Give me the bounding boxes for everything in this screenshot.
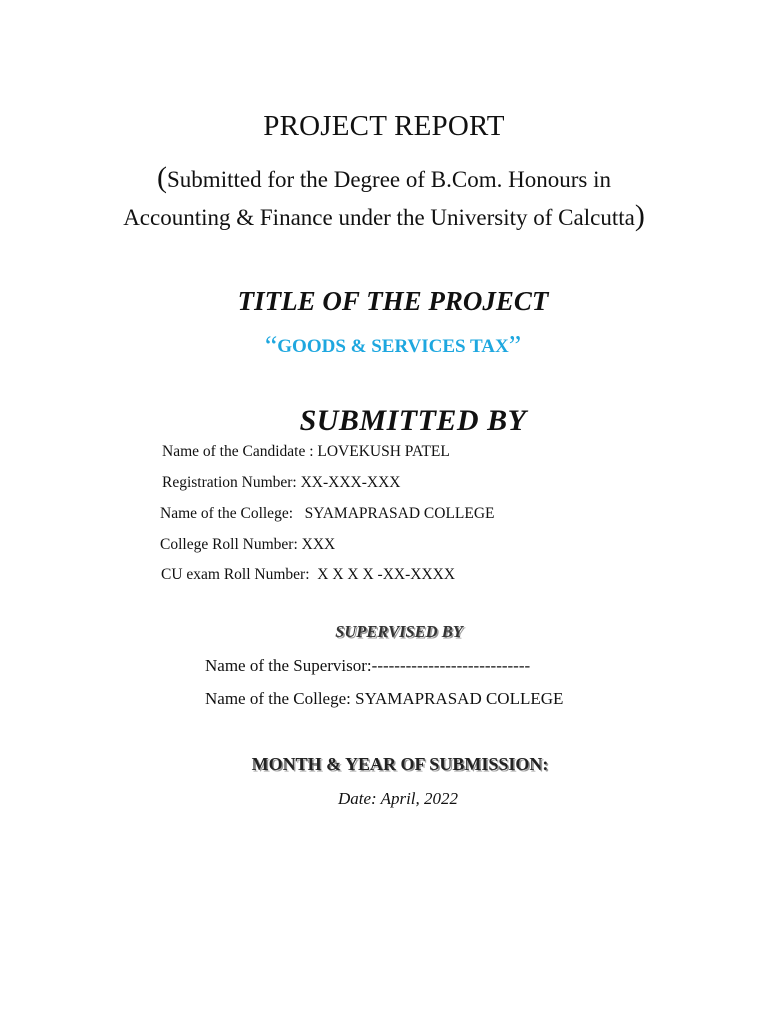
project-name-text: GOODS & SERVICES TAX [277, 336, 509, 357]
project-open-quote: “ [264, 331, 278, 362]
submission-heading: MONTH & YEAR OF SUBMISSION: [251, 754, 549, 774]
college-roll-number: College Roll Number: XXX [160, 536, 336, 553]
project-close-quote: ” [508, 331, 522, 362]
submitted-by-heading: SUBMITTED BY [299, 404, 527, 437]
registration-number: Registration Number: XX-XXX-XXX [162, 474, 401, 491]
supervised-by-heading: SUPERVISED BY [335, 622, 463, 641]
college-name: Name of the College: SYAMAPRASAD COLLEGE [160, 505, 495, 522]
supervisor-college: Name of the College: SYAMAPRASAD COLLEGE [205, 689, 564, 708]
degree-subtitle [0, 160, 768, 236]
submission-date: Date: April, 2022 [337, 789, 459, 808]
supervisor-name: Name of the Supervisor:---------------------------- [205, 656, 531, 675]
cu-exam-roll-number: CU exam Roll Number: X X X X -XX-XXXX [161, 566, 456, 583]
subtitle-open-paren: ( [157, 161, 168, 194]
candidate-name: Name of the Candidate : LOVEKUSH PATEL [162, 443, 450, 460]
subtitle-line-2: Accounting & Finance under the University of Calcutta [123, 205, 635, 230]
project-title-heading: TITLE OF THE PROJECT [237, 286, 549, 316]
project-name [0, 331, 768, 363]
subtitle-line-1: Submitted for the Degree of B.Com. Honours in [167, 167, 611, 192]
subtitle-close-paren: ) [634, 199, 645, 232]
report-title: PROJECT REPORT [263, 110, 505, 142]
